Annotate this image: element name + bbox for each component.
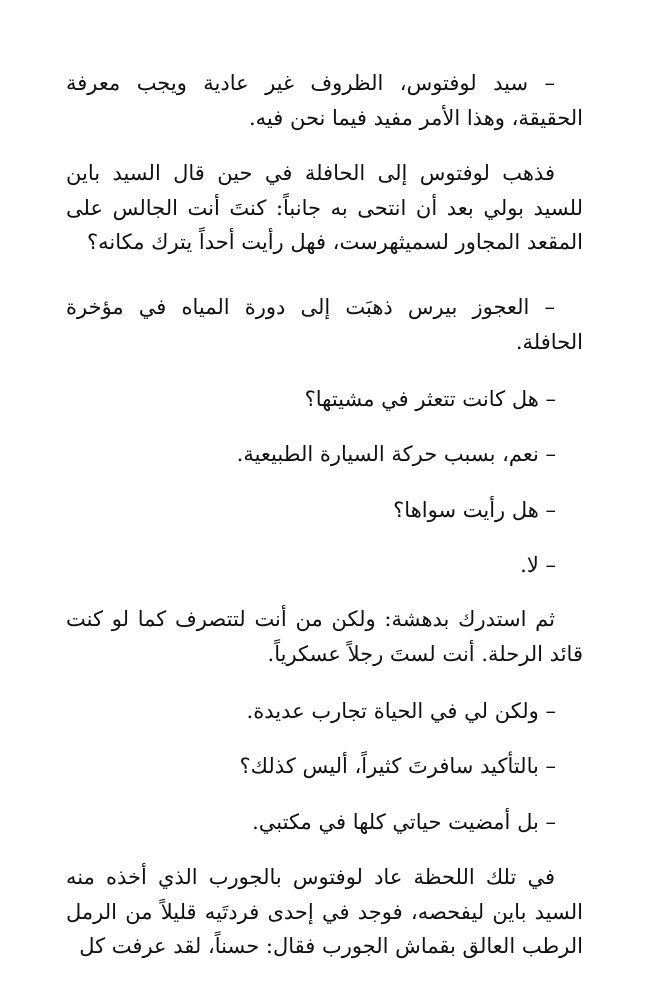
dialogue-line-anyone-else: – هل رأيت سواها؟ (393, 498, 556, 522)
dialogue-line-stumble: – هل كانت تتعثر في مشيتها؟ (304, 387, 556, 411)
dialogue-line-movement: – نعم، بسبب حركة السيارة الطبيعية. (236, 442, 556, 466)
paragraph-dialogue-pierce: – العجوز بيرس ذهبَت إلى دورة المياه في مؤخرة الحافلة. (66, 295, 583, 354)
dialogue-line-travelled: – بالتأكيد سافرتَ كثيراً، أليس كذلك؟ (239, 754, 556, 778)
paragraph-narration-sock: في تلك اللحظة عاد لوفتوس بالجورب الذي أخذه منه السيد باين ليفحصه، فوجد في إحدى فردتَيه قليلاً من الرمل الرطب العالق بقماش الجورب فقال: حسناً، لقد عرفت كل (66, 865, 583, 958)
paragraph-dialogue-loftus: – سيد لوفتوس، الظروف غير عادية ويجب معرفة الحقيقة، وهذا الأمر مفيد فيما نحن فيه. (66, 71, 583, 130)
paragraph-narration-bus: فذهب لوفتوس إلى الحافلة في حين قال السيد باين للسيد بولي بعد أن انتحى به جانباً: كنتَ أنت الجالس على المقعد المجاور لسميثهرست، فهل رأيت أحداً يترك مكانه؟ (66, 161, 583, 254)
paragraph-narration-surprise: ثم استدرك بدهشة: ولكن من أنت لتتصرف كما لو كنت قائد الرحلة. أنت لستَ رجلاً عسكرياً. (66, 607, 583, 666)
dialogue-line-office: – بل أمضيت حياتي كلها في مكتبي. (252, 810, 556, 834)
dialogue-line-no: – لا. (520, 553, 556, 577)
dialogue-line-experience: – ولكن لي في الحياة تجارب عديدة. (246, 699, 556, 723)
